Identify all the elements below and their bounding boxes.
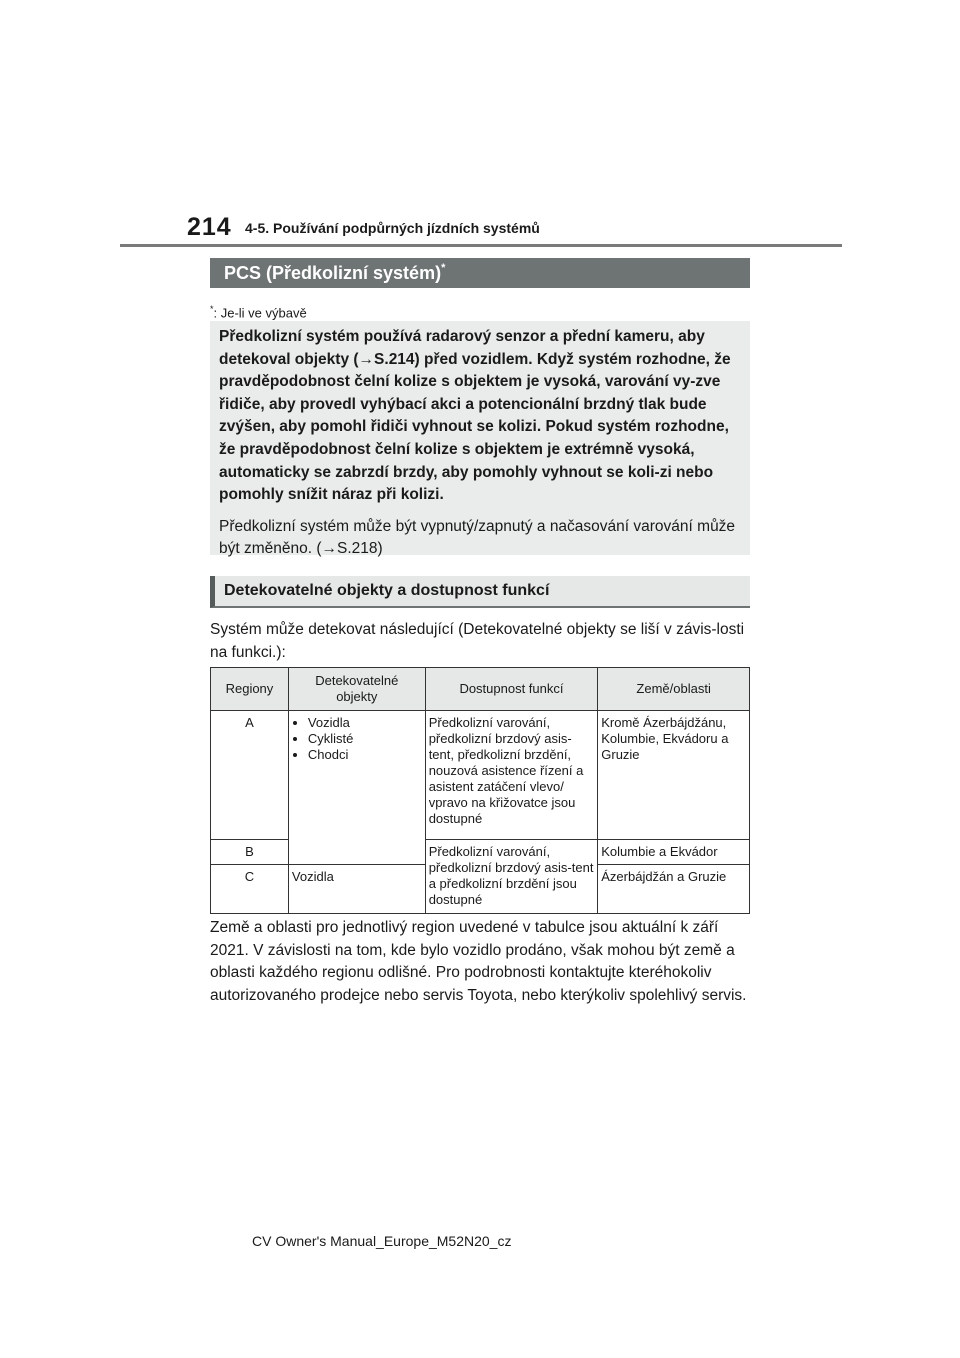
availability-table xyxy=(210,667,750,914)
section-title: PCS (Předkolizní systém) xyxy=(224,263,442,283)
table-row xyxy=(211,711,750,840)
footnote-marker: * xyxy=(210,304,214,314)
region-cell: A xyxy=(211,711,289,840)
objects-cell xyxy=(288,711,425,865)
list-item: • Chodci xyxy=(308,747,422,763)
functions-cell: Předkolizní varování, předkolizní brzdový asis-tent a předkolizní brzdění jsou dostupné xyxy=(425,840,598,914)
intro-box xyxy=(210,321,750,558)
table-header: Regiony xyxy=(211,668,289,711)
region-cell: B xyxy=(211,840,289,865)
regions-note-paragraph: Země a oblasti pro jednotlivý region uvedené v tabulce jsou aktuální k září 2021. V závislosti na tom, kde bylo vozidlo prodáno, však mohou být země a oblasti každého regionu odlišné. Pro podrobnosti kontaktujte kteréhokoliv autorizovaného prodejce nebo servis Toyota, nebo kterýkoliv spolehlivý servis. xyxy=(210,919,747,1004)
list-item: • Cyklisté xyxy=(308,731,422,747)
header-rule xyxy=(120,244,842,247)
table-header: Země/oblasti xyxy=(598,668,750,711)
chapter-title: 4-5. Používání podpůrných jízdních systémů xyxy=(245,220,540,236)
objects-cell: Vozidla xyxy=(288,865,425,914)
footnote-text: : Je-li ve výbavě xyxy=(213,305,307,321)
intro-paragraph: Předkolizní systém může být vypnutý/zapnutý a načasování varování může být změněno. (→S.218) xyxy=(219,517,736,558)
section-title-marker: * xyxy=(441,262,446,274)
objects-list xyxy=(292,715,422,763)
footnote xyxy=(210,300,307,322)
intro-bold-paragraph: Předkolizní systém používá radarový senzor a přední kameru, aby detekoval objekty (→S.214) před vozidlem. Když systém rozhodne, že pravděpodobnost čelní kolize s objektem je vysoká, varování vy-zve řidiče, aby provedl vyhýbací akci a potencionální brzdný tlak bude zvýšen, aby pomohl řidiči vyhnout se kolizi. Pokud systém rozhodne, že pravděpodobnost čelní kolize s objektem je extrémně vysoká, automaticky se zabrzdí brzdy, aby pomohly vyhnout se koli-zi nebo pomohly snížit náraz při kolizi. xyxy=(219,328,731,504)
table-header: Dostupnost funkcí xyxy=(425,668,598,711)
table-intro-paragraph: Systém může detekovat následující (Detekovatelné objekty se liší v závis-losti na funkci.): xyxy=(210,621,745,661)
region-cell: C xyxy=(211,865,289,914)
footer-text: CV Owner's Manual_Europe_M52N20_cz xyxy=(252,1233,512,1249)
countries-cell: Kolumbie a Ekvádor xyxy=(598,840,750,865)
table-header-row xyxy=(211,668,750,711)
section-title-banner xyxy=(210,258,750,288)
page-number: 214 xyxy=(187,213,232,241)
functions-cell: Předkolizní varování, předkolizní brzdový asis-tent, předkolizní brzdění, nouzová asistence řízení a asistent zatáčení vlevo/ vpravo na křižovatce jsou dostupné xyxy=(425,711,598,840)
subsection-header: Detekovatelné objekty a dostupnost funkcí xyxy=(210,576,750,608)
list-item: • Vozidla xyxy=(308,715,422,731)
table-header: Detekovatelné objekty xyxy=(288,668,425,711)
countries-cell: Ázerbájdžán a Gruzie xyxy=(598,865,750,914)
countries-cell: Kromě Ázerbájdžánu, Kolumbie, Ekvádoru a Gruzie xyxy=(598,711,750,840)
